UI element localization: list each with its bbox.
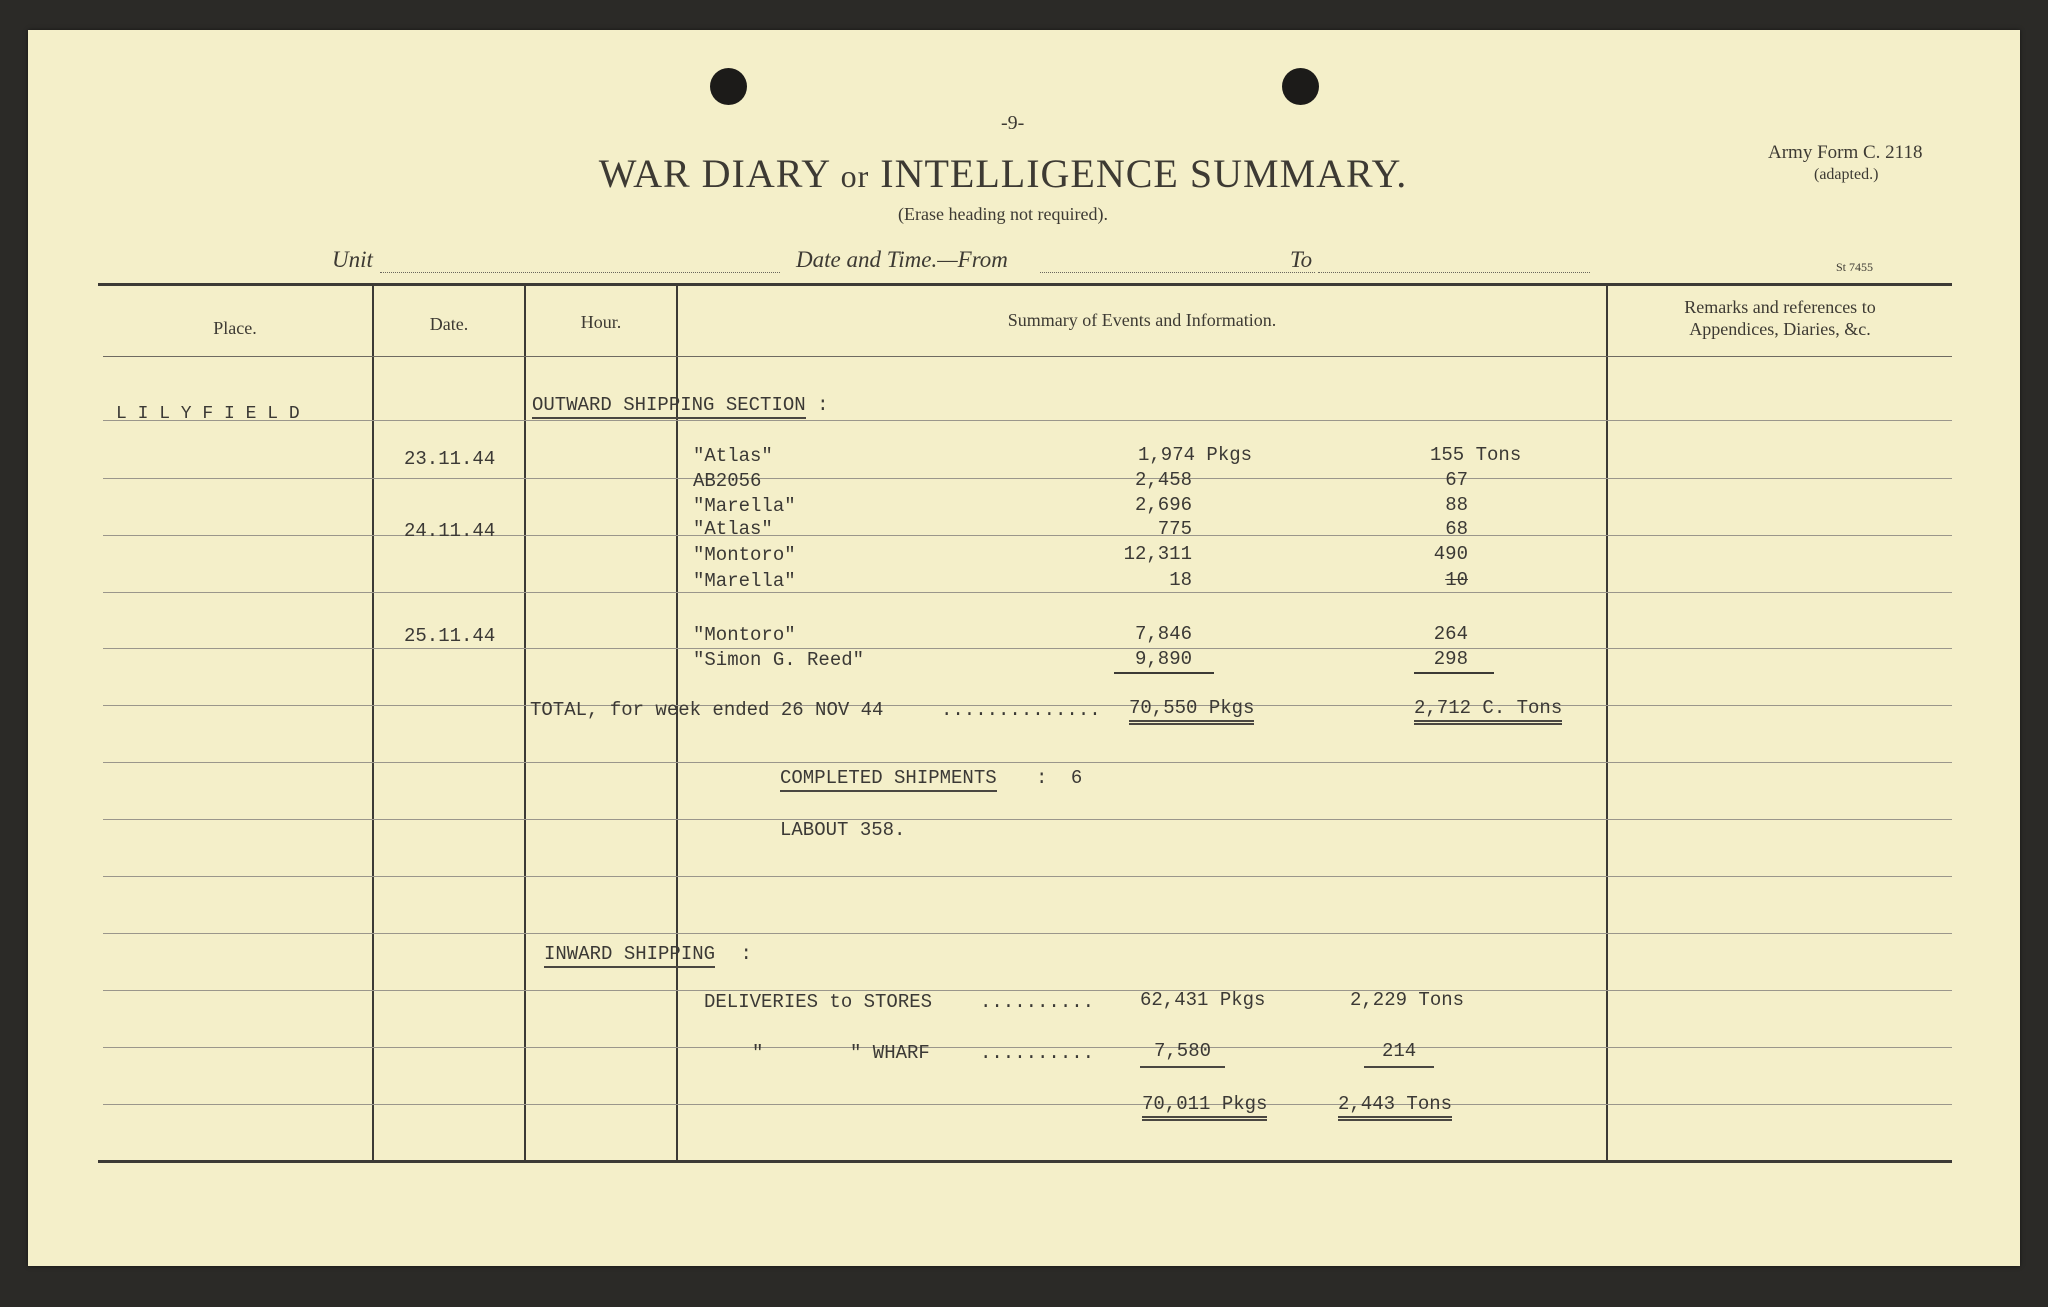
- row-pkgs: 2,696: [1134, 494, 1192, 516]
- col-header-hour: Hour.: [580, 312, 622, 332]
- wharf-tons-text: 214: [1364, 1040, 1434, 1068]
- outward-total-pkgs: [1129, 697, 1254, 719]
- title-part-2: INTELLIGENCE SUMMARY.: [880, 151, 1408, 196]
- row-tons: 68: [1445, 518, 1468, 540]
- wharf-pkgs-text: 7,580: [1140, 1040, 1225, 1068]
- stores-leader: ..........: [980, 991, 1095, 1013]
- date-from-label: Date and Time.—From: [796, 247, 1008, 272]
- row-ship: "Atlas": [693, 518, 773, 540]
- row-ship: "Montoro": [693, 624, 796, 646]
- outward-heading-text: OUTWARD SHIPPING SECTION: [532, 394, 806, 419]
- date-to-field: [1318, 272, 1590, 273]
- table-bottom-rule: [98, 1160, 1952, 1163]
- col-divider: [1606, 286, 1608, 1160]
- page-title: [428, 150, 1578, 197]
- outward-total-leader: ..............: [941, 699, 1101, 721]
- completed-sep: :: [1036, 767, 1048, 789]
- title-or: or: [840, 158, 870, 194]
- row-tons: 264: [1433, 623, 1468, 645]
- stock-code: St 7455: [1836, 260, 1874, 274]
- inward-total-pkgs: [1142, 1093, 1267, 1115]
- row-pkgs: 7,846: [1134, 623, 1192, 645]
- stores-pkgs: 62,431 Pkgs: [1140, 989, 1266, 1011]
- inward-heading-colon: :: [740, 943, 752, 965]
- labour-entry: LABOUT 358.: [780, 819, 906, 841]
- row-pkgs: 12,311: [1123, 543, 1192, 565]
- place-entry: L I L Y F I E L D: [116, 404, 300, 424]
- stores-tons: 2,229 Tons: [1350, 989, 1465, 1011]
- completed-value: 6: [1070, 767, 1083, 789]
- ruled-line: [103, 592, 1952, 593]
- wharf-label: " WHARF: [850, 1042, 930, 1064]
- form-number: Army Form C. 2118: [1768, 142, 1923, 163]
- wharf-leader: ..........: [980, 1042, 1095, 1064]
- row-pkgs: 775: [1157, 518, 1192, 540]
- outward-heading-colon: :: [817, 394, 829, 416]
- col-header-date: Date.: [429, 314, 469, 334]
- inward-total-pkgs-text: 70,011 Pkgs: [1142, 1093, 1267, 1121]
- row-ship: "Montoro": [693, 544, 796, 566]
- outward-total-tons: [1414, 697, 1562, 719]
- row-tons: 298: [1433, 648, 1468, 670]
- punch-hole: [710, 68, 747, 105]
- date-to-label: To: [1290, 247, 1313, 272]
- row-ship: "Marella": [693, 570, 796, 592]
- inward-heading-text: INWARD SHIPPING: [544, 943, 715, 968]
- wharf-pkgs: [1140, 1040, 1225, 1062]
- wharf-ditto: ": [752, 1042, 764, 1064]
- row-pkgs: 18: [1169, 569, 1192, 591]
- col-divider: [372, 286, 374, 1160]
- ruled-line: [103, 819, 1952, 820]
- ruled-line: [103, 933, 1952, 934]
- row-tons: 67: [1445, 469, 1468, 491]
- completed-label: COMPLETED SHIPMENTS: [780, 767, 997, 792]
- stores-label: DELIVERIES to STORES: [704, 991, 933, 1013]
- row-pkgs: 9,890: [1134, 648, 1192, 670]
- row-ship: "Atlas": [693, 445, 773, 467]
- row-tons: 10: [1445, 569, 1468, 591]
- outward-total-pkgs-text: 70,550 Pkgs: [1129, 697, 1254, 725]
- col-header-place: Place.: [213, 318, 257, 338]
- col-header-summary: Summary of Events and Information.: [1007, 310, 1277, 330]
- outward-heading: [532, 394, 828, 416]
- form-subtitle: (adapted.): [1814, 166, 1879, 183]
- outward-total-tons-text: 2,712 C. Tons: [1414, 697, 1562, 725]
- inward-total-tons-text: 2,443 Tons: [1338, 1093, 1452, 1121]
- punch-hole: [1282, 68, 1319, 105]
- ruled-line: [103, 1104, 1952, 1105]
- row-ship: AB2056: [693, 470, 762, 492]
- inward-total-tons: [1338, 1093, 1452, 1115]
- inward-heading: [544, 943, 752, 965]
- row-date: 24.11.44: [404, 520, 496, 542]
- row-tons: 490: [1433, 543, 1468, 565]
- row-ship: "Marella": [693, 495, 796, 517]
- row-pkgs: 1,974 Pkgs: [1138, 444, 1253, 466]
- row-ship: "Simon G. Reed": [693, 649, 865, 671]
- wharf-tons: [1364, 1040, 1434, 1062]
- row-date: 25.11.44: [404, 625, 496, 647]
- ruled-line: [103, 876, 1952, 877]
- ruled-line: [103, 762, 1952, 763]
- row-tons: 88: [1445, 494, 1468, 516]
- col-divider: [524, 286, 526, 1160]
- row-date: 23.11.44: [404, 448, 496, 470]
- ruled-line: [103, 648, 1952, 649]
- remarks-header-line-1: Remarks and references to: [1684, 297, 1876, 317]
- ruled-line: [103, 535, 1952, 536]
- ruled-line: [103, 420, 1952, 421]
- row-pkgs: 2,458: [1134, 469, 1192, 491]
- unit-field: [380, 272, 780, 273]
- subtotal-underline: [1414, 672, 1494, 674]
- col-header-remarks: [1608, 296, 1952, 340]
- title-part-1: WAR DIARY: [598, 151, 830, 196]
- ruled-line: [103, 478, 1952, 479]
- subtotal-underline: [1114, 672, 1214, 674]
- row-tons: 155 Tons: [1430, 444, 1522, 466]
- completed-shipments: [780, 767, 1082, 789]
- date-from-field: [1040, 272, 1315, 273]
- table-top-rule: [98, 283, 1952, 286]
- header-rule: [103, 356, 1952, 357]
- page-subtitle: (Erase heading not required).: [898, 204, 1108, 224]
- diary-page: [28, 30, 2020, 1266]
- remarks-header-line-2: Appendices, Diaries, &c.: [1689, 319, 1871, 339]
- page-number: -9-: [1001, 112, 1025, 134]
- unit-label: Unit: [332, 247, 373, 272]
- outward-total-label: TOTAL, for week ended 26 NOV 44: [530, 699, 884, 721]
